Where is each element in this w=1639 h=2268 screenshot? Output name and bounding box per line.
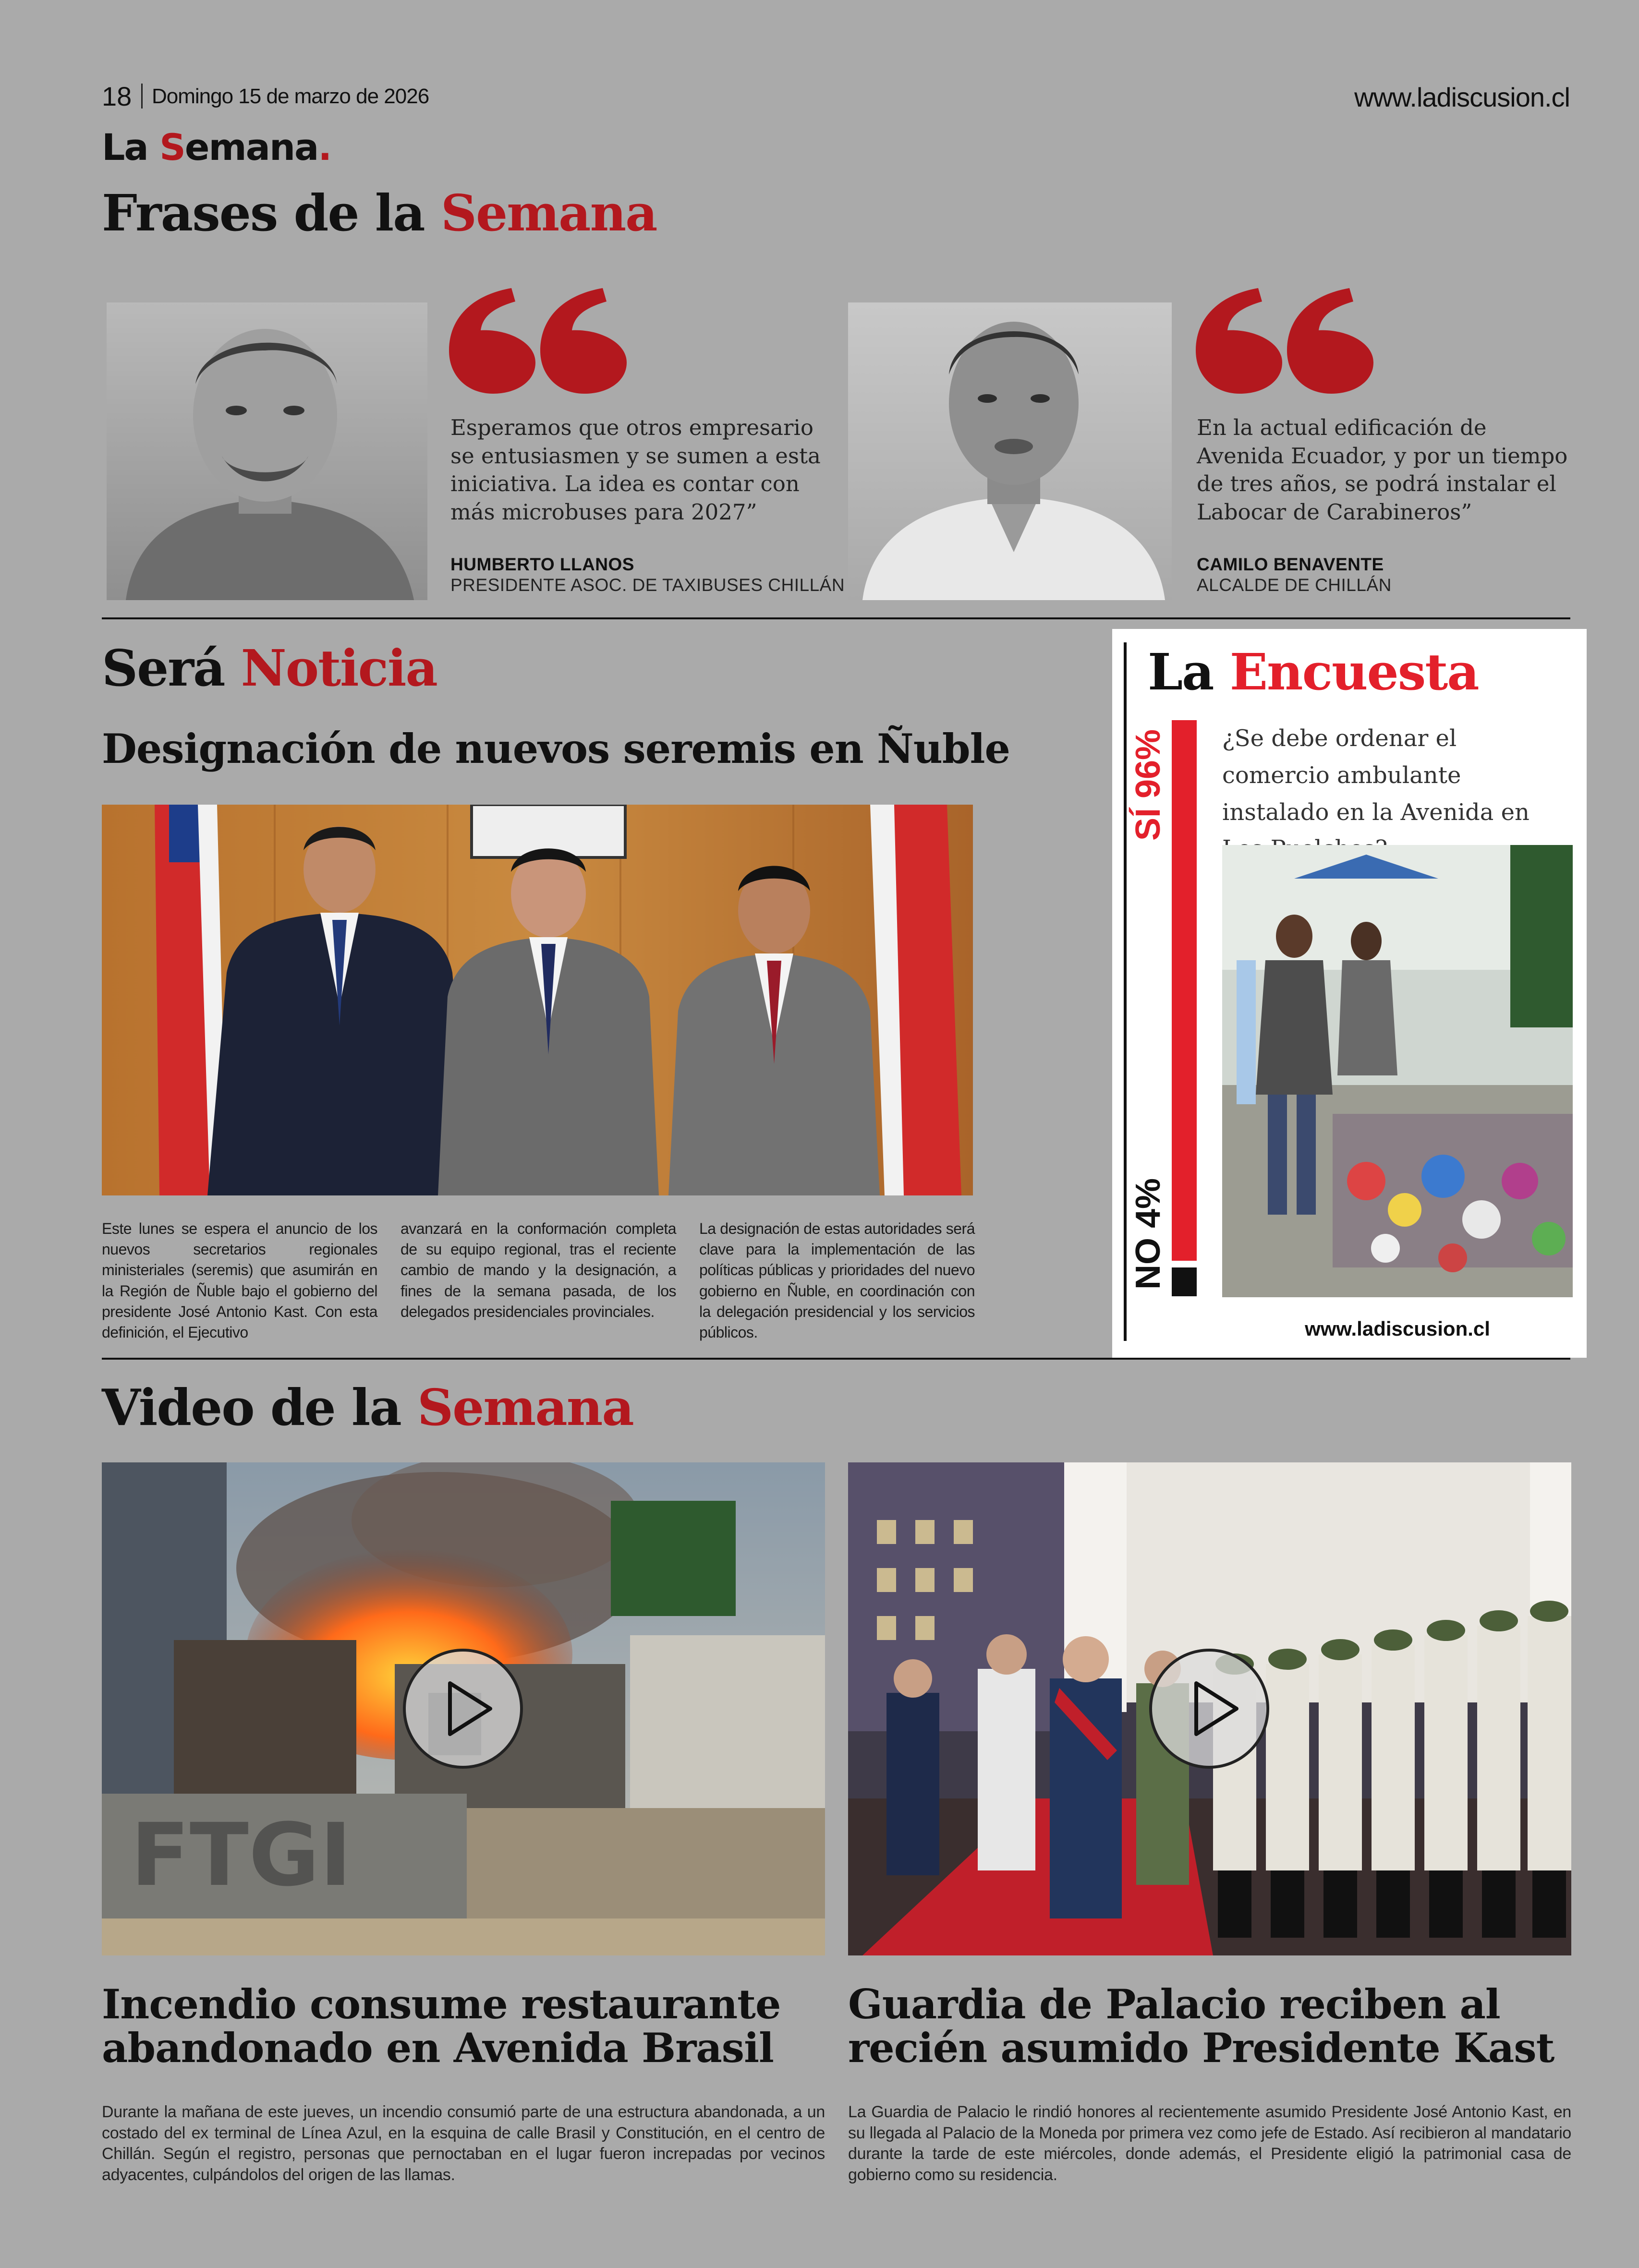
quote-author-role: PRESIDENTE ASOC. DE TAXIBUSES CHILLÁN bbox=[450, 575, 845, 595]
poll-yes-label-wrap bbox=[1127, 723, 1170, 847]
poll-title-a: La bbox=[1148, 642, 1230, 701]
news-column-1: Este lunes se espera el anuncio de los nuevos secretarios regionales ministeriales (seremis) que asumirán en la Región de Ñuble bajo el gobierno del presidente José Antonio Kast. Con esta definición, el Ejecutivo bbox=[102, 1220, 377, 1341]
poll-site-link[interactable]: www.ladiscusion.cl bbox=[1305, 1317, 1490, 1340]
video-title-fire[interactable] bbox=[102, 1980, 825, 2072]
quotes-title-b: Semana bbox=[440, 183, 657, 242]
video-title-line: Guardia de Palacio reciben al bbox=[848, 1980, 1500, 2028]
quotes-title-a: Frases de la bbox=[102, 183, 441, 242]
video-player-guard[interactable] bbox=[848, 1462, 1571, 1955]
news-photo bbox=[102, 805, 973, 1195]
video-title-line: Incendio consume restaurante bbox=[102, 1980, 781, 2028]
quote-author-role: ALCALDE DE CHILLÁN bbox=[1197, 575, 1392, 595]
portrait-humberto-llanos bbox=[107, 302, 427, 600]
news-headline[interactable]: Designación de nuevos seremis en Ñuble bbox=[102, 725, 1010, 772]
poll-title bbox=[1148, 642, 1479, 701]
news-title-a: Será bbox=[102, 639, 241, 698]
site-link[interactable]: www.ladiscusion.cl bbox=[1354, 82, 1570, 112]
portrait-camilo-benavente bbox=[848, 302, 1172, 600]
quote-text: Esperamos que otros empresario se entusiasmen y se sumen a esta iniciativa. La idea es contar con más microbuses para 2027” bbox=[450, 415, 821, 525]
section-logo bbox=[102, 126, 331, 169]
quotes-section-title bbox=[102, 183, 657, 242]
logo-s: S bbox=[159, 126, 185, 169]
section-divider bbox=[102, 1358, 1570, 1360]
svg-text:FTGI: FTGI bbox=[131, 1805, 352, 1906]
section-divider bbox=[102, 617, 1570, 619]
video-description-fire: Durante la mañana de este jueves, un incendio consumió parte de una estructura abandonada, a un costado del ex terminal de Línea Azul, en la esquina de calle Brasil y Constitución, en el centro de Chillán. Según el registro, personas que pernoctaban en el lugar fueron increpadas por vecinos adyacentes, culpándolos del origen de las llamas. bbox=[102, 2103, 825, 2184]
page-number: 18 bbox=[102, 81, 132, 111]
video-title-guard[interactable] bbox=[848, 1980, 1571, 2072]
play-button[interactable] bbox=[1149, 1649, 1269, 1769]
logo-dot: . bbox=[318, 126, 331, 169]
news-column-2: avanzará en la conformación completa de su equipo regional, tras el reciente cambio de mando y la designación, a fines de la semana pasada, de los delegados presidenciales provinciales. bbox=[401, 1220, 676, 1320]
quote-author-name: HUMBERTO LLANOS bbox=[450, 555, 634, 574]
quote-mark-icon bbox=[449, 288, 627, 396]
video-description-guard: La Guardia de Palacio le rindió honores al recientemente asumido Presidente José Antonio Kast, en su llegada al Palacio de la Moneda por primera vez como jefe de Estado. Así recibieron al mandatario durante la tarde de este miércoles, donde además, el Presidente eligió la patrimonial casa de gobierno como su residencia. bbox=[848, 2103, 1571, 2184]
issue-date: Domingo 15 de marzo de 2026 bbox=[152, 84, 429, 108]
poll-bar-chart bbox=[1172, 720, 1197, 1296]
logo-rest: emana bbox=[184, 126, 318, 169]
video-title-line: recién asumido Presidente Kast bbox=[848, 2024, 1554, 2072]
poll-yes-label: SÍ 96% bbox=[1129, 729, 1167, 841]
poll-photo bbox=[1222, 845, 1573, 1297]
news-section-title bbox=[102, 639, 437, 698]
poll-no-label: NO 4% bbox=[1129, 1178, 1167, 1290]
video-section-title bbox=[102, 1378, 633, 1437]
poll-no-label-wrap bbox=[1127, 1171, 1170, 1296]
news-title-b: Noticia bbox=[241, 639, 437, 698]
video-player-fire[interactable] bbox=[102, 1462, 825, 1955]
news-column-3: La designación de estas autoridades será clave para la implementación de las políticas públicas y prioridades del nuevo gobierno en Ñuble, en coordinación con la delegación presidencial y los servicios públicos. bbox=[699, 1220, 975, 1341]
poll-title-b: Encuesta bbox=[1229, 642, 1479, 701]
quote-author-name: CAMILO BENAVENTE bbox=[1197, 555, 1384, 574]
logo-prefix: La bbox=[102, 126, 160, 169]
quote-mark-icon bbox=[1196, 288, 1373, 396]
video-title-a: Video de la bbox=[102, 1378, 418, 1437]
video-title-line: abandonado en Avenida Brasil bbox=[102, 2024, 774, 2072]
poll-yes-bar bbox=[1172, 720, 1197, 1261]
quote-text: En la actual edificación de Avenida Ecuador, y por un tiempo de tres años, se podrá instalar el Labocar de Carabineros” bbox=[1197, 415, 1568, 525]
header-separator bbox=[141, 84, 143, 109]
play-button[interactable] bbox=[403, 1649, 523, 1769]
poll-question: ¿Se debe ordenar el comercio ambulante instalado en la Avenida en bbox=[1222, 725, 1530, 826]
poll-no-bar bbox=[1172, 1267, 1197, 1296]
video-title-b: Semana bbox=[417, 1378, 633, 1437]
